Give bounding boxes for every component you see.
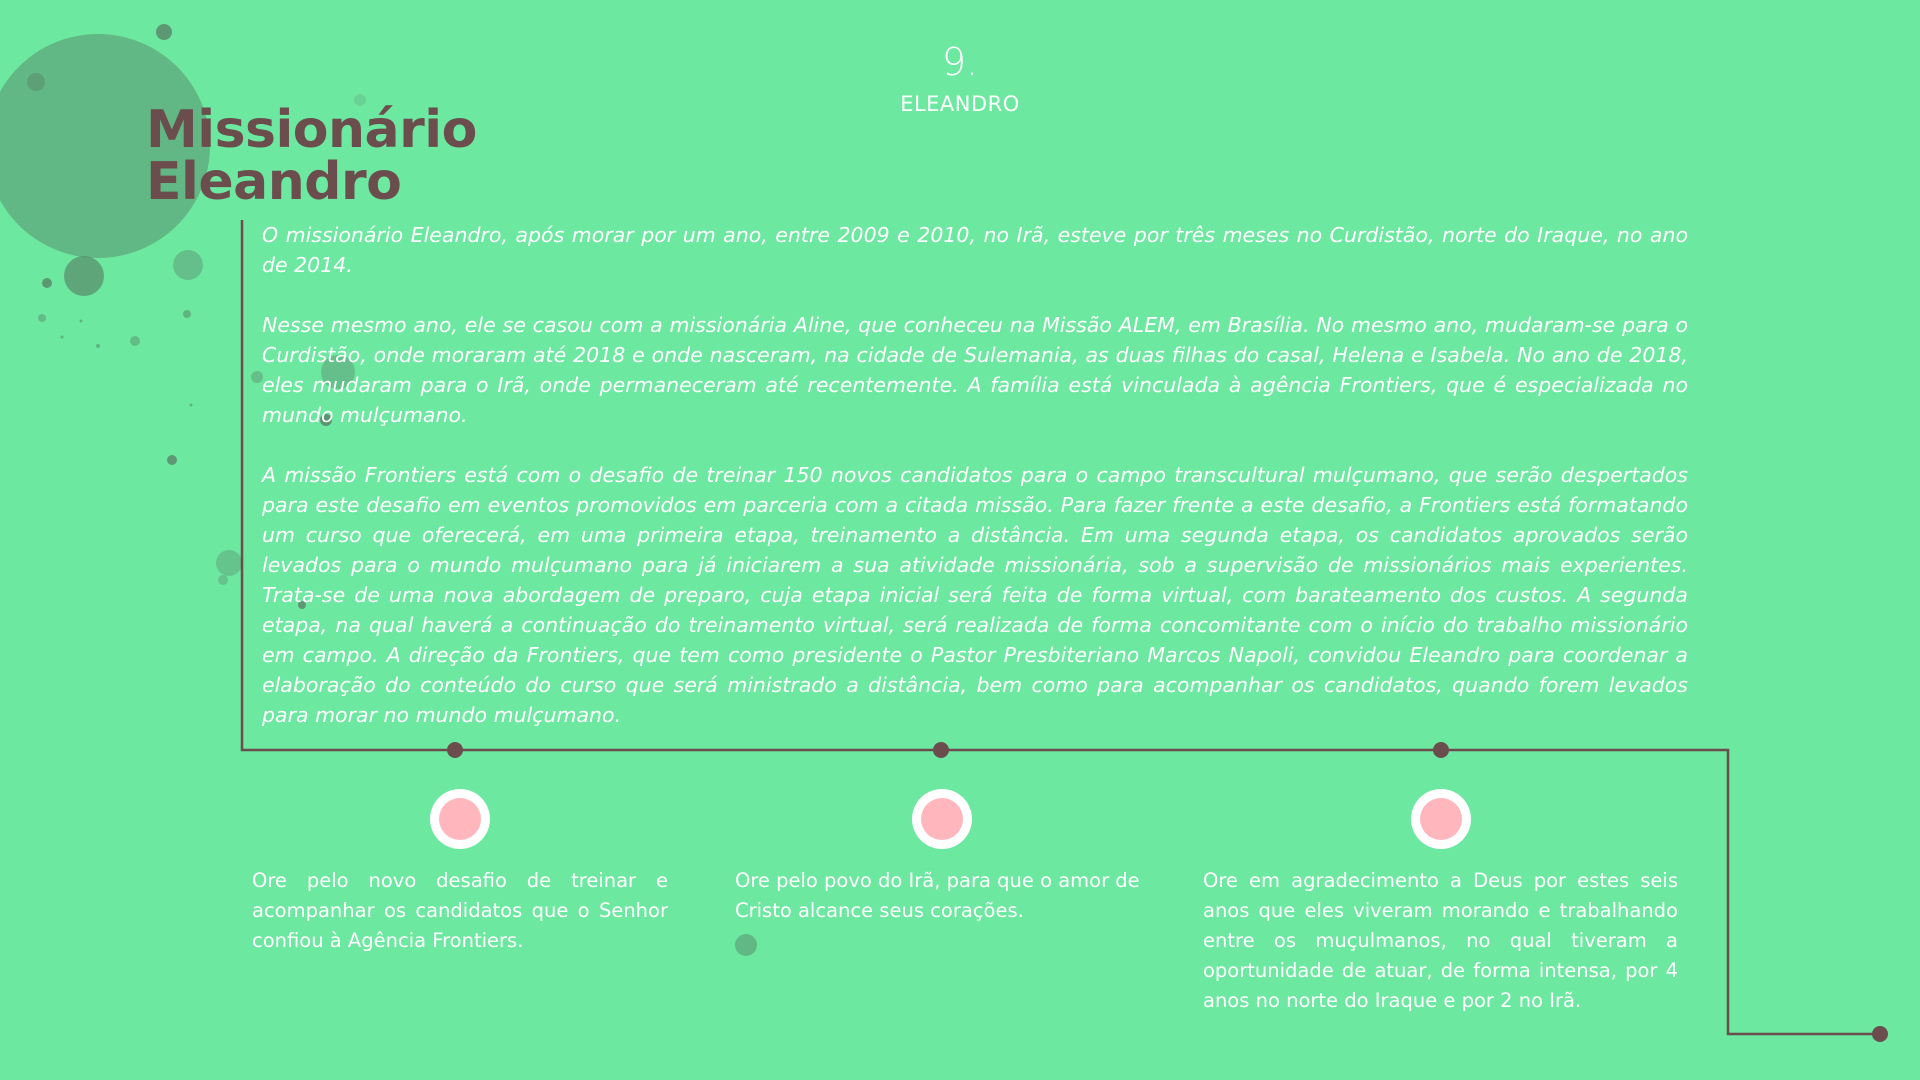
bubble — [156, 24, 172, 40]
bubble — [38, 314, 46, 322]
bubble — [735, 934, 757, 956]
bubble — [42, 278, 52, 288]
article-body — [262, 220, 1688, 760]
bubble — [190, 404, 193, 407]
page-title — [146, 100, 477, 212]
bubble — [183, 310, 191, 318]
bubble — [80, 320, 83, 323]
prayer-request-3: Ore em agradecimento a Deus por estes seis anos que eles viveram morando e trabalhando entre os muçulmanos, no qual tiveram a oportunidade de atuar, de forma intensa, por 4 anos no norte do Iraque e por 2 no Irã. — [1203, 869, 1678, 1012]
bubble — [216, 550, 242, 576]
section-kicker: ELEANDRO — [900, 92, 1020, 116]
paragraph-1: O missionário Eleandro, após morar por um ano, entre 2009 e 2010, no Irã, esteve por três meses no Curdistão, norte do Iraque, no ano de 2014. — [262, 223, 1688, 277]
title-line-2: Eleandro — [146, 152, 402, 212]
prayer-marker-3 — [1411, 789, 1471, 849]
bubble — [218, 575, 228, 585]
bubble — [96, 344, 100, 348]
bubble — [173, 250, 203, 280]
bubble — [61, 336, 64, 339]
paragraph-3: A missão Frontiers está com o desafio de treinar 150 novos candidatos para o campo transcultural mulçumano, que serão despertados para este desafio em eventos promovidos em parceria com a citada missão. Para fazer frente a este desafio, a Frontiers está formatando um curso que oferecerá, em uma primeira etapa, treinamento a distância. Em uma segunda etapa, os candidatos aprovados serão levados para o mundo mulçumano para já iniciarem a sua atividade missionária, sob a supervisão de missionários mais experientes. Trata-se de uma nova abordagem de preparo, cuja etapa inicial será feita de forma virtual, com barateamento dos custos. A segunda etapa, na qual haverá a continuação do treinamento virtual, será realizada de forma concomitante com o início do trabalho missionário em campo. A direção da Frontiers, que tem como presidente o Pastor Presbiteriano Marcos Napoli, convidou Eleandro para coordenar a elaboração do conteúdo do curso que será ministrado a distância, bem como para acompanhar os candidatos, quando forem levados para morar no mundo mulçumano. — [262, 463, 1688, 727]
bubble — [130, 336, 140, 346]
bubble — [167, 455, 177, 465]
prayer-marker-2 — [912, 789, 972, 849]
prayer-markers — [430, 789, 1471, 849]
bubble — [64, 256, 104, 296]
prayer-marker-1 — [430, 789, 490, 849]
title-line-1: Missionário — [146, 100, 477, 160]
prayer-request-2: Ore pelo povo do Irã, para que o amor de Cristo alcance seus corações. — [735, 869, 1140, 922]
timeline-end-dot — [1872, 1026, 1888, 1042]
prayer-request-1: Ore pelo novo desafio de treinar e acompanhar os candidatos que o Senhor confiou à Agência Frontiers. — [252, 869, 668, 952]
page-number: 9. — [941, 40, 979, 84]
paragraph-2: Nesse mesmo ano, ele se casou com a missionária Aline, que conheceu na Missão ALEM, em Brasília. No mesmo ano, mudaram-se para o Curdistão, onde moraram até 2018 e onde nasceram, na cidade de Sulemania, as duas filhas do casal, Helena e Isabela. No ano de 2018, eles mudaram para o Irã, onde permaneceram até recentemente. A família está vinculada à agência Frontiers, que é especializada no mundo mulçumano. — [262, 313, 1688, 427]
bubble — [27, 73, 45, 91]
